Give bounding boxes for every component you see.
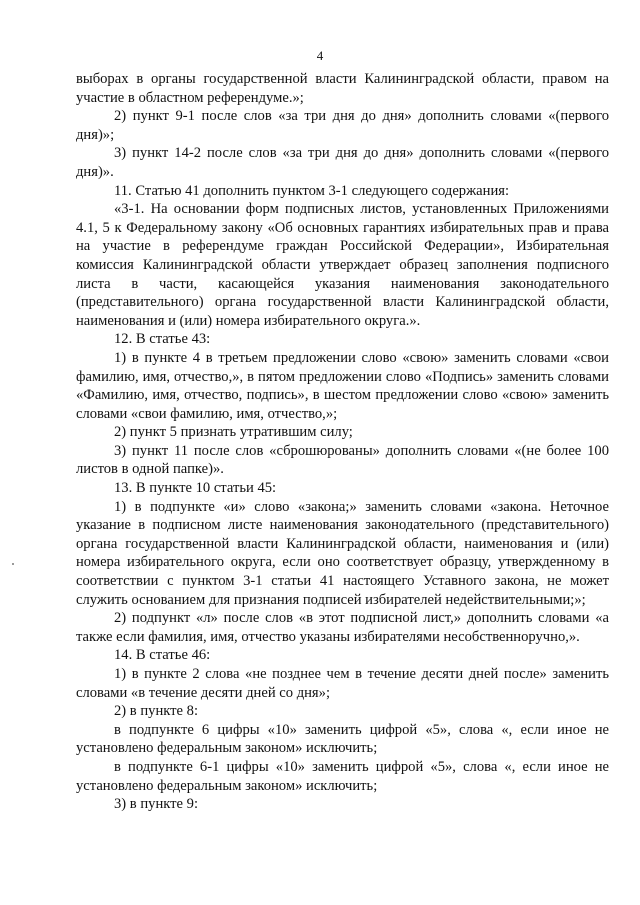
document-body bbox=[76, 70, 609, 814]
page-number: 4 bbox=[316, 48, 324, 63]
paragraph-subpoint-6-1: в подпункте 6-1 цифры «10» заменить цифрой «5», слова «, если иное не установлено федеральным законом» исключить; bbox=[76, 758, 609, 794]
paragraph-item-1-point-2: 1) в пункте 2 слова «не позднее чем в течение десяти дней после» заменить словами «в течение десяти дней со дня»; bbox=[76, 666, 609, 701]
scan-speck bbox=[12, 563, 14, 565]
paragraph-clause-3-1: «3-1. На основании форм подписных листов, установленных Приложениями 4.1, 5 к Федеральному закону «Об основных гарантиях избирательных прав и права на участие в референдуме граждан Российской Федерации», Избирательная комиссия Калининградской области утверждает образец заполнения подписного листа в части, касающейся указания наименования законодательного (представительного) органа государственной власти Калининградской области, наименования и (или) номера избирательного округа.». bbox=[76, 201, 609, 329]
paragraph-item-3-14-2: 3) пункт 14-2 после слов «за три дня до дня» дополнить словами «(первого дня)». bbox=[76, 145, 609, 180]
paragraph-item-2-9-1: 2) пункт 9-1 после слов «за три дня до дня» дополнить словами «(первого дня)»; bbox=[76, 108, 609, 143]
paragraph-subitem-i: 1) в подпункте «и» слово «закона;» заменить словами «закона. Неточное указание в подписном листе наименования законодательного (представительного) органа государственной власти Калининградской области, наименования и (или) номера избирательного округа, если оно соответствует образцу, утвержденному в соответствии с пунктом 3-1 статьи 41 настоящего Уставного закона, не может служить основанием для признания подписей избирателей недействительными;»; bbox=[76, 498, 609, 608]
paragraph-subitem-l: 2) подпункт «л» после слов «в этот подписной лист,» дополнить словами «а также если фамилия, имя, отчество указаны избирателями несобственноручно,». bbox=[76, 610, 609, 645]
paragraph-item-2-point-8: 2) в пункте 8: bbox=[114, 703, 199, 720]
paragraph-item-3-point-11: 3) пункт 11 после слов «сброшюрованы» дополнить словами «(не более 100 листов в одной папке)». bbox=[76, 442, 609, 478]
paragraph-item-3-point-9: 3) в пункте 9: bbox=[114, 796, 199, 813]
paragraph-item-2-point-5: 2) пункт 5 признать утратившим силу; bbox=[114, 424, 353, 441]
paragraph-subpoint-6: в подпункте 6 цифры «10» заменить цифрой «5», слова «, если иное не установлено федеральным законом» исключить; bbox=[76, 721, 609, 757]
paragraph-item-1-point-4: 1) в пункте 4 в третьем предложении слово «свою» заменить словами «свои фамилию, имя, отчество,», в пятом предложении слово «Подпись» заменить словами «Фамилию, имя, отчество, подпись», в шестом предложении слово «свою» заменить словами «свои фамилию, имя, отчество,»; bbox=[76, 349, 609, 422]
paragraph-section-11: 11. Статью 41 дополнить пунктом 3-1 следующего содержания: bbox=[114, 182, 510, 199]
paragraph-section-13: 13. В пункте 10 статьи 45: bbox=[114, 480, 277, 497]
paragraph-continuation: выборах в органы государственной власти Калининградской области, правом на участие в областном референдуме.»; bbox=[76, 71, 609, 106]
paragraph-section-14: 14. В статье 46: bbox=[114, 647, 211, 664]
paragraph-section-12: 12. В статье 43: bbox=[114, 331, 211, 348]
